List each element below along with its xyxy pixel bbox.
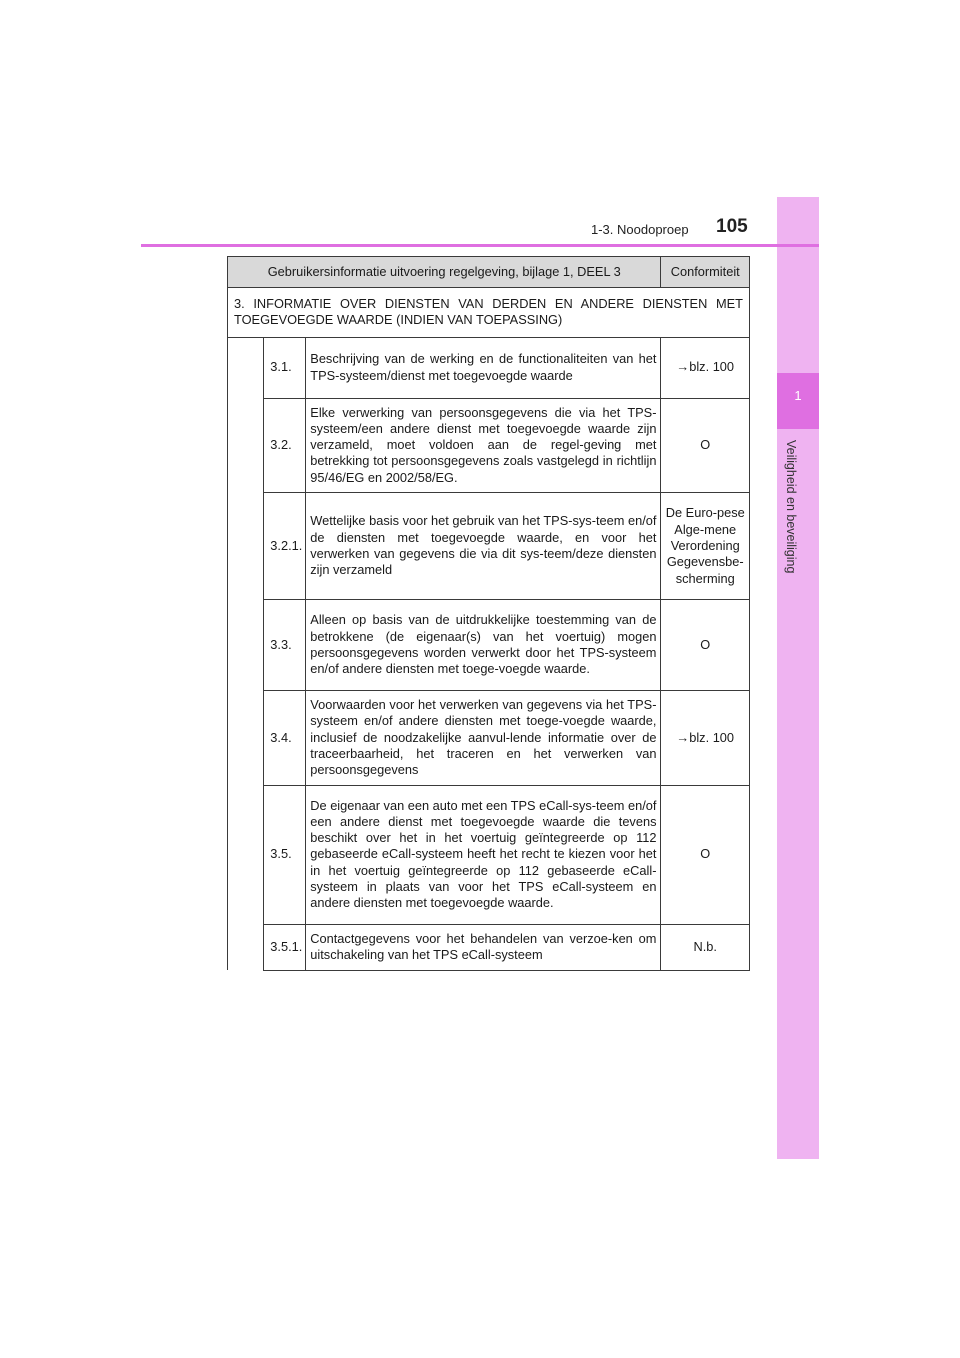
row-conformity: O: [661, 785, 750, 924]
table-header-conformity: Conformiteit: [661, 257, 750, 288]
row-number: 3.2.: [264, 398, 306, 492]
section-title: 1-3. Noodoproep: [591, 222, 689, 237]
section-heading: 3. INFORMATIE OVER DIENSTEN VAN DERDEN EN ANDERE DIENSTEN MET TOEGEVOEGDE WAARDE (INDIEN VAN TOEPASSING): [228, 288, 750, 338]
table-row: [228, 691, 750, 785]
row-number: 3.2.1.: [264, 493, 306, 600]
header-rule: [141, 244, 819, 247]
table-row: [228, 493, 750, 600]
row-description: Voorwaarden voor het verwerken van gegevens via het TPS-systeem en/of andere diensten met toege-voegde waarde, inclusief de noodzakelijke aanvul-lende informatie over de traceerbaarheid, het traceren en het verwerken van persoonsgegevens: [306, 691, 661, 785]
row-description: Alleen op basis van de uitdrukkelijke toestemming van de betrokkene (de eigenaar(s) van het voertuig) mogen persoonsgegevens worden verwerkt door het TPS-systeem en/of andere diensten met toege-voegde waarde.: [306, 600, 661, 691]
row-number: 3.4.: [264, 691, 306, 785]
table-row: [228, 924, 750, 970]
row-number: 3.1.: [264, 337, 306, 398]
row-conformity: →blz. 100: [661, 337, 750, 398]
row-description: De eigenaar van een auto met een TPS eCall-sys-teem en/of een andere dienst met toegevoegde waarde die tevens beschikt over het in het voertuig geïntegreerde op 112 gebaseerde eCall-systeem heeft het recht te kiezen voor het in het voertuig geïntegreerde op 112 gebaseerde eCall-systeem in plaats van voor het TPS eCall-systeem en andere diensten met toegevoegde waarde.: [306, 785, 661, 924]
row-conformity: O: [661, 398, 750, 492]
chapter-label: Veiligheid en beveiliging: [784, 440, 798, 574]
table-row: [228, 337, 750, 398]
chapter-side-tab: [777, 197, 819, 1159]
page-number: 105: [716, 216, 748, 237]
row-conformity: De Euro-pese Alge-mene Verordening Gegevensbe-scherming: [661, 493, 750, 600]
regulation-table: [227, 256, 750, 971]
table-header-info: Gebruikersinformatie uitvoering regelgeving, bijlage 1, DEEL 3: [228, 257, 661, 288]
indent-cell: [228, 337, 264, 970]
row-number: 3.3.: [264, 600, 306, 691]
row-conformity: →blz. 100: [661, 691, 750, 785]
table-row: [228, 398, 750, 492]
row-number: 3.5.1.: [264, 924, 306, 970]
table-row: [228, 600, 750, 691]
chapter-number: 1: [794, 388, 802, 403]
section-row: [228, 288, 750, 338]
table-header-row: [228, 257, 750, 288]
row-conformity: N.b.: [661, 924, 750, 970]
row-description: Wettelijke basis voor het gebruik van het TPS-sys-teem en/of de diensten met toegevoegde waarde, en voor het verwerken van gegevens die via dit sys-teem/deze diensten zijn verzameld: [306, 493, 661, 600]
row-description: Contactgegevens voor het behandelen van verzoe-ken om uitschakeling van het TPS eCall-systeem: [306, 924, 661, 970]
row-number: 3.5.: [264, 785, 306, 924]
row-conformity: O: [661, 600, 750, 691]
row-description: Beschrijving van de werking en de functionaliteiten van het TPS-systeem/dienst met toegevoegde waarde: [306, 337, 661, 398]
table-row: [228, 785, 750, 924]
row-description: Elke verwerking van persoonsgegevens die via het TPS-systeem/een andere dienst met toegevoegde waarde zijn verzameld, moet voldoen aan de regel-geving met betrekking tot persoonsgegevens zoals vastgelegd in richtlijn 95/46/EG en 2002/58/EG.: [306, 398, 661, 492]
